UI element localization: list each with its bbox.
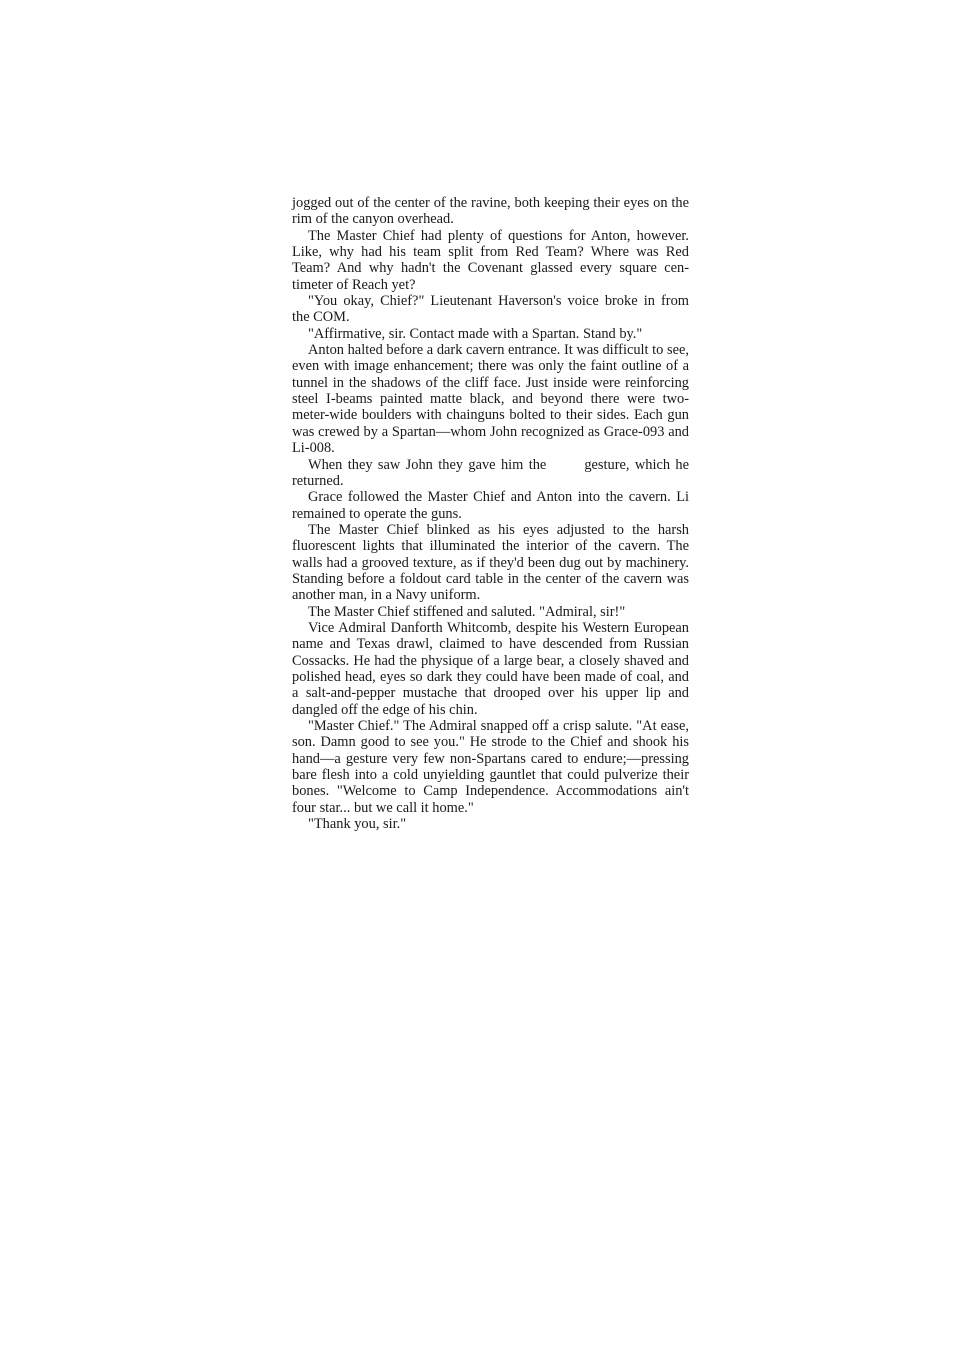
paragraph-6 [292, 457, 689, 490]
paragraph-10: Vice Admiral Danforth Whitcomb, despite his Western European name and Texas drawl, claimed to have descended from Russian Cossacks. He had the physique of a large bear, a closely shaved and polished head, eyes so dark they could have been made of coal, and a salt-and-pepper mustache that drooped over his upper lip and dangled off the edge of his chin. [292, 619, 689, 718]
paragraph-6-before: When they saw John they gave him the [308, 456, 547, 473]
paragraph-7: Grace followed the Master Chief and Anton into the cavern. Li remained to operate the guns. [292, 489, 689, 522]
paragraph-5: Anton halted before a dark cavern entrance. It was difficult to see, even with image enhancement; there was only the faint outline of a tunnel in the shadows of the cliff face. Just inside were reinforcing steel I-beams painted matte black, and beyond there were two-meter-wide boulders with chainguns bolted to their sides. Each gun was crewed by a Spartan—whom John recognized as Grace-093 and Li-008. [292, 342, 689, 457]
paragraph-12: "Thank you, sir." [308, 816, 407, 833]
paragraph-4: "Affirmative, sir. Contact made with a Spartan. Stand by." [308, 325, 643, 342]
paragraph-1: jogged out of the center of the ravine, both keeping their eyes on the rim of the canyon overhead. [292, 195, 689, 228]
paragraph-11: "Master Chief." The Admiral snapped off a crisp salute. "At ease, son. Damn good to see you." He strode to the Chief and shook his hand—a gesture very few non-Spartans cared to endure;—pressing bare flesh into a cold unyielding gauntlet that could pulverize their bones. "Welcome to Camp Independence. Accommodations ain't four star... but we call it home." [292, 718, 689, 816]
page-text [292, 195, 689, 832]
paragraph-2: The Master Chief had plenty of questions for Anton, however. Like, why had his team split from Red Team? Where was Red Team? And why hadn't the Covenant glassed every square centimeter of Reach yet? [292, 227, 689, 293]
paragraph-6-after: gesture, which he returned. [292, 456, 690, 489]
paragraph-8: The Master Chief blinked as his eyes adjusted to the harsh fluorescent lights that illuminated the interior of the cavern. The walls had a grooved texture, as if they'd been dug out by machinery. Standing before a foldout card table in the center of the cavern was another man, in a Navy uniform. [292, 521, 689, 604]
paragraph-9: The Master Chief stiffened and saluted. "Admiral, sir!" [308, 603, 626, 620]
paragraph-3: "You okay, Chief?" Lieutenant Haverson's voice broke in from the COM. [292, 293, 689, 326]
